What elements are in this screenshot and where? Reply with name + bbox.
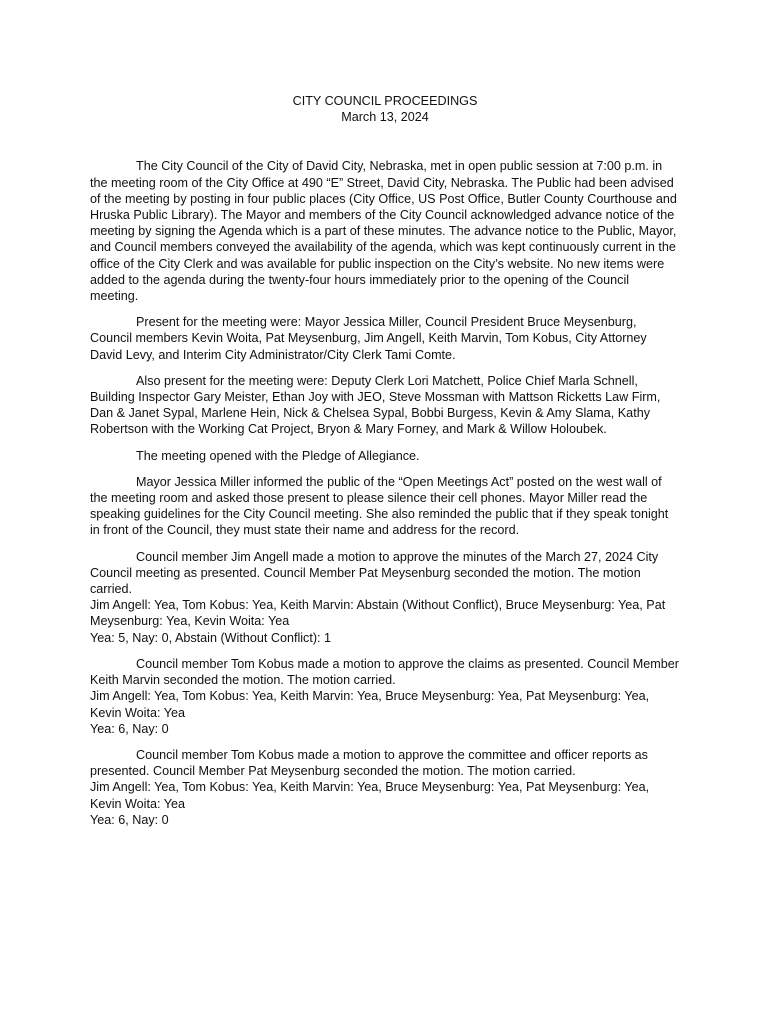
motion-tally: Yea: 6, Nay: 0 — [90, 721, 169, 736]
motion-text: Council member Jim Angell made a motion to approve the minutes of the March 27, 2024 City Council meeting as presented. Council Member Pat Meysenburg seconded the motion. The motion carried. — [90, 549, 659, 597]
motion-block — [90, 549, 680, 646]
motion-text: Council member Tom Kobus made a motion to approve the claims as presented. Council Member Keith Marvin seconded the motion. The motion carried. — [90, 656, 679, 688]
document-date: March 13, 2024 — [341, 110, 429, 125]
motion-block — [90, 656, 680, 737]
motion-tally: Yea: 5, Nay: 0, Abstain (Without Conflict): 1 — [90, 630, 332, 645]
motion-votes: Jim Angell: Yea, Tom Kobus: Yea, Keith Marvin: Yea, Bruce Meysenburg: Yea, Pat Meysenburg: Yea, Kevin Woita: Yea — [90, 780, 650, 811]
motion-votes: Jim Angell: Yea, Tom Kobus: Yea, Keith Marvin: Abstain (Without Conflict), Bruce Meysenburg: Yea, Pat Meysenburg: Yea, Kevin Woita: Yea — [90, 598, 666, 629]
document-page — [90, 93, 680, 838]
motion-block — [90, 747, 680, 828]
motion-votes: Jim Angell: Yea, Tom Kobus: Yea, Keith Marvin: Yea, Bruce Meysenburg: Yea, Pat Meysenburg: Yea, Kevin Woita: Yea — [90, 689, 650, 720]
paragraph-present: Present for the meeting were: Mayor Jessica Miller, Council President Bruce Meysenburg, Council members Kevin Woita, Pat Meysenburg, Jim Angell, Keith Marvin, Tom Kobus, City Attorney David Levy, and Interim City Administrator/City Clerk Tami Comte. — [90, 315, 647, 362]
motion-tally: Yea: 6, Nay: 0 — [90, 812, 169, 827]
paragraph-pledge: The meeting opened with the Pledge of Allegiance. — [136, 448, 420, 463]
paragraph-open-meetings: Mayor Jessica Miller informed the public of the “Open Meetings Act” posted on the west wall of the meeting room and asked those present to please silence their cell phones. Mayor Miller read the speaking guidelines for the City Council meeting. She also reminded the public that if they speak tonight in front of the Council, they must state their name and address for the record. — [90, 474, 669, 538]
paragraph-also-present: Also present for the meeting were: Deputy Clerk Lori Matchett, Police Chief Marla Schnell, Building Inspector Gary Meister, Ethan Joy with JEO, Steve Mossman with Mattson Ricketts Law Firm, Dan & Janet Sypal, Marlene Hein, Nick & Chelsea Sypal, Bobbi Burgess, Kevin & Amy Slama, Kathy Robertson with the Working Cat Project, Bryon & Mary Forney, and Mark & Willow Holoubek. — [90, 373, 661, 437]
paragraph-intro: The City Council of the City of David City, Nebraska, met in open public session at 7:00 p.m. in the meeting room of the City Office at 490 “E” Street, David City, Nebraska. The Public had been advised of the meeting by posting in four public places (City Office, US Post Office, Butler County Courthouse and Hruska Public Library). The Mayor and members of the City Council acknowledged advance notice of the meeting by signing the Agenda which is a part of these minutes. The advance notice to the Public, Mayor, and Council members conveyed the availability of the agenda, which was kept continuously current in the office of the City Clerk and was available for public inspection on the City’s website. No new items were added to the agenda during the twenty-four hours immediately prior to the opening of the Council meeting. — [90, 159, 677, 304]
motion-text: Council member Tom Kobus made a motion to approve the committee and officer reports as presented. Council Member Pat Meysenburg seconded the motion. The motion carried. — [90, 747, 648, 779]
document-title: CITY COUNCIL PROCEEDINGS — [292, 94, 478, 108]
